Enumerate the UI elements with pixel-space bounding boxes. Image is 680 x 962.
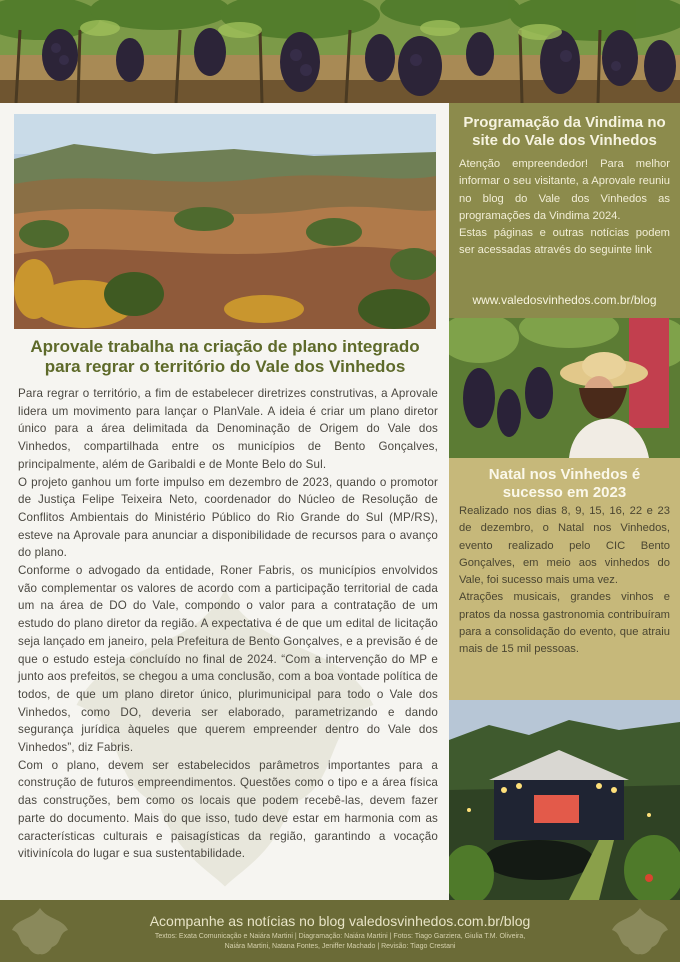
article-paragraph: Com o plano, devem ser estabelecidos parâmetros importantes para a construção de futuros empreendimentos. Questões como o tipo e a área física das construções, bem como os locais que podem recebê-las, devem fazer parte do documento. Mais do que isso, tudo deve estar em harmonia com as características culturais e paisagísticas da região, garantindo a vocação vitivinícola do lugar e sua sustentabilidade. xyxy=(18,758,438,861)
article-paragraph: Conforme o advogado da entidade, Roner Fabris, os municípios envolvidos vão complementar os valores de acordo com a participação territorial de cada um na área de DO do Vale, compondo o valor para a contratação de um estudo do plano diretor da região. A expectativa é de que um edital de licitação seja lançado em janeiro, pela Prefeitura de Bento Gonçalves, e a previsão é de que o estudo esteja concluído no final de 2024. “Com a intervenção do MP e junto aos prefeitos, se chegou a uma conclusão, com a boa vontade política de todos, de que um plano diretor único, plurimunicipal para todo o Vale dos Vinhedos, como DO, deveria ser elaborado, parametrizando e dando segurança jurídica àqueles que querem empreender dentro do Vale dos Vinhedos”, diz Fabris. xyxy=(18,564,438,755)
vindima-box-body xyxy=(459,156,670,260)
christmas-event-photo xyxy=(449,700,680,900)
footer xyxy=(0,900,680,962)
valley-landscape-photo xyxy=(14,114,436,329)
natal-box-title: Natal nos Vinhedos é sucesso em 2023 xyxy=(488,466,641,501)
grape-picker-photo xyxy=(449,318,680,458)
vineyard-banner-illustration xyxy=(0,0,680,103)
article-paragraph: Para regrar o território, a fim de estabelecer diretrizes construtivas, a Aprovale lidera um movimento para lançar o PlanVale. A ideia é criar um plano diretor único para a área delimitada da Denominação de Origem do Vale dos Vinhedos, compartilhada entre os municípios de Bento Gonçalves, principalmente, além de Garibaldi e de Monte Belo do Sul. xyxy=(18,387,438,471)
vindima-box-title: Programação da Vindima no site do Vale dos Vinhedos xyxy=(463,114,666,149)
blog-link[interactable]: www.valedosvinhedos.com.br/blog xyxy=(472,293,657,307)
article-paragraph: O projeto ganhou um forte impulso em dezembro de 2023, quando o promotor de Justiça Felipe Teixeira Neto, coordenador do Núcleo de Resolução de Conflitos Ambientais do Ministério Público do Rio Grande do Sul (MP/RS), esteve na Aprovale para anunciar a disponibilidade de recursos para o avanço do plano. xyxy=(18,475,438,560)
natal-vinhedos-box xyxy=(449,458,680,700)
natal-box-body xyxy=(459,503,670,659)
footer-headline: Acompanhe as notícias no blog valedosvinhedos.com.br/blog xyxy=(149,913,531,929)
natal-box-paragraph: Atrações musicais, grandes vinhos e pratos da nossa gastronomia contribuíram para a consolidação do evento, que atraiu mais de 15 mil pessoas. xyxy=(459,591,670,656)
natal-box-paragraph: Realizado nos dias 8, 9, 15, 16, 22 e 23 de dezembro, o Natal nos Vinhedos, evento realizado pelo CIC Bento Gonçalves, em meio aos vinhedos do Vale, foi sucesso mais uma vez. xyxy=(459,505,670,587)
vineyard-banner-image xyxy=(0,0,680,103)
article-title: Aprovale trabalha na criação de plano integrado para regrar o território do Vale dos Vinhedos xyxy=(30,337,420,376)
vindima-box-paragraph: Atenção empreendedor! Para melhor informar o seu visitante, a Aprovale reuniu no blog do Vale dos Vinhedos as programações da Vindima 2024. xyxy=(459,158,670,222)
article-body xyxy=(18,385,438,863)
vindima-program-box xyxy=(449,103,680,318)
vindima-box-paragraph: Estas páginas e outras notícias podem ser acessadas através do seguinte link xyxy=(459,227,670,257)
footer-credits: Textos: Exata Comunicação e Naiára Martini | Diagramação: Naiára Martini | Fotos: Tiago Garziera, Giulia T.M. Oliveira, Naiára Martini, Natana Fontes, Jeniffer Machado | Revisão: Tiago Crestani xyxy=(154,933,526,950)
